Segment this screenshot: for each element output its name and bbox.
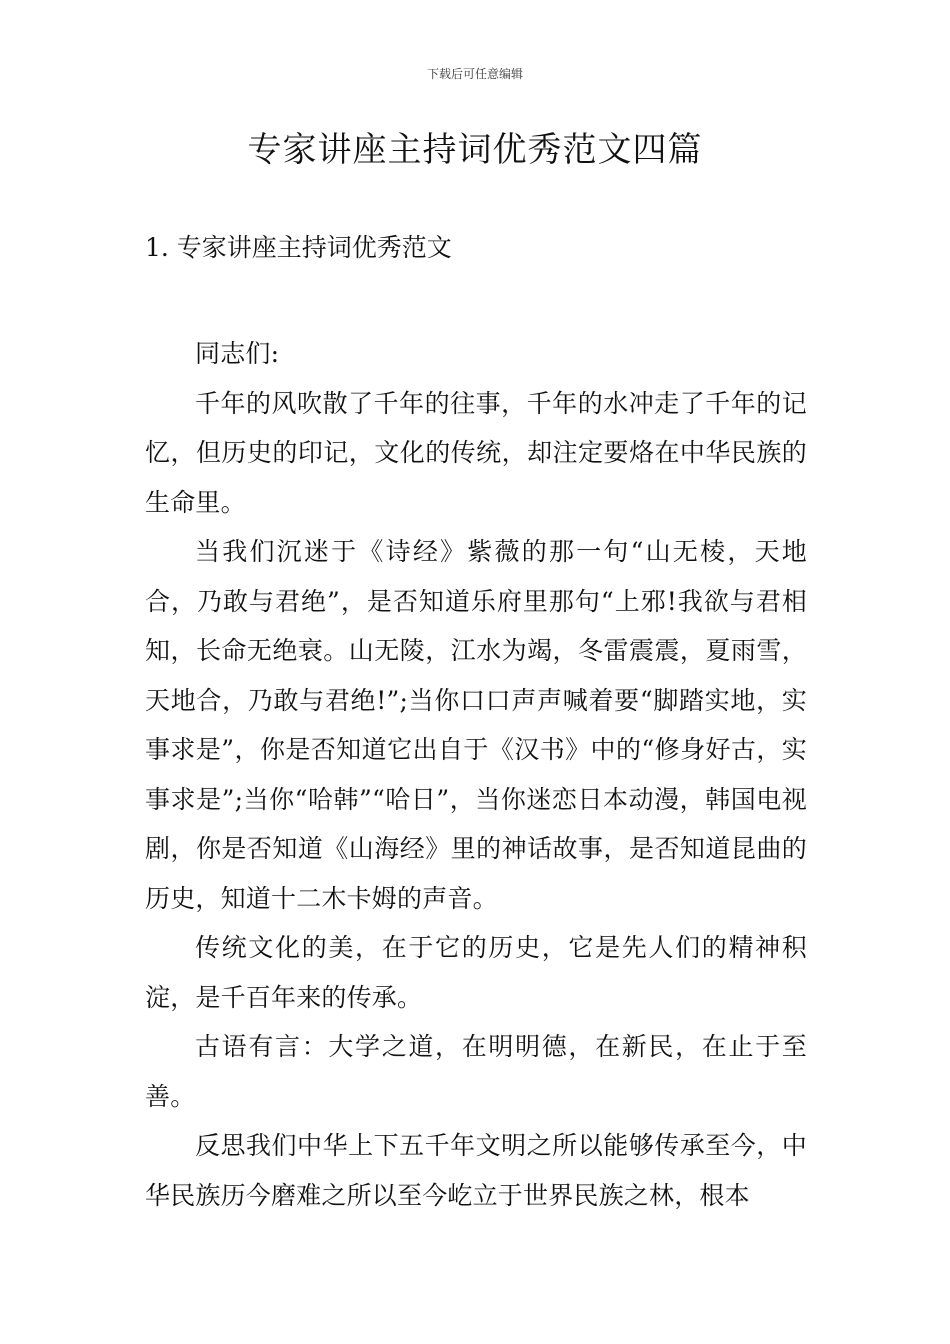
document-body bbox=[145, 329, 807, 1220]
paragraph: 千年的风吹散了千年的往事，千年的水冲走了千年的记忆，但历史的印记，文化的传统，却注定要烙在中华民族的生命里。 bbox=[145, 388, 807, 517]
section-heading: 1. 专家讲座主持词优秀范文 bbox=[145, 233, 452, 262]
paragraph: 古语有言：大学之道，在明明德，在新民，在止于至善。 bbox=[145, 1032, 807, 1111]
paragraph: 当我们沉迷于《诗经》紫薇的那一句“山无棱，天地合，乃敢与君绝”，是否知道乐府里那句“上邪!我欲与君相知，长命无绝衰。山无陵，江水为竭，冬雷震震，夏雨雪，天地合，乃敢与君绝!”;当你口口声声喊着要“脚踏实地，实事求是”，你是否知道它出自于《汉书》中的“修身好古，实事求是”;当你“哈韩”“哈日”，当你迷恋日本动漫，韩国电视剧，你是否知道《山海经》里的神话故事，是否知道昆曲的历史，知道十二木卡姆的声音。 bbox=[145, 537, 807, 913]
paragraph: 反思我们中华上下五千年文明之所以能够传承至今，中华民族历今磨难之所以至今屹立于世界民族之林，根本 bbox=[145, 1131, 807, 1210]
paragraph-salutation: 同志们: bbox=[195, 339, 280, 368]
header-note: 下载后可任意编辑 bbox=[426, 67, 523, 81]
paragraph: 传统文化的美，在于它的历史，它是先人们的精神积淀，是千百年来的传承。 bbox=[145, 933, 807, 1012]
document-title: 专家讲座主持词优秀范文四篇 bbox=[247, 130, 703, 170]
